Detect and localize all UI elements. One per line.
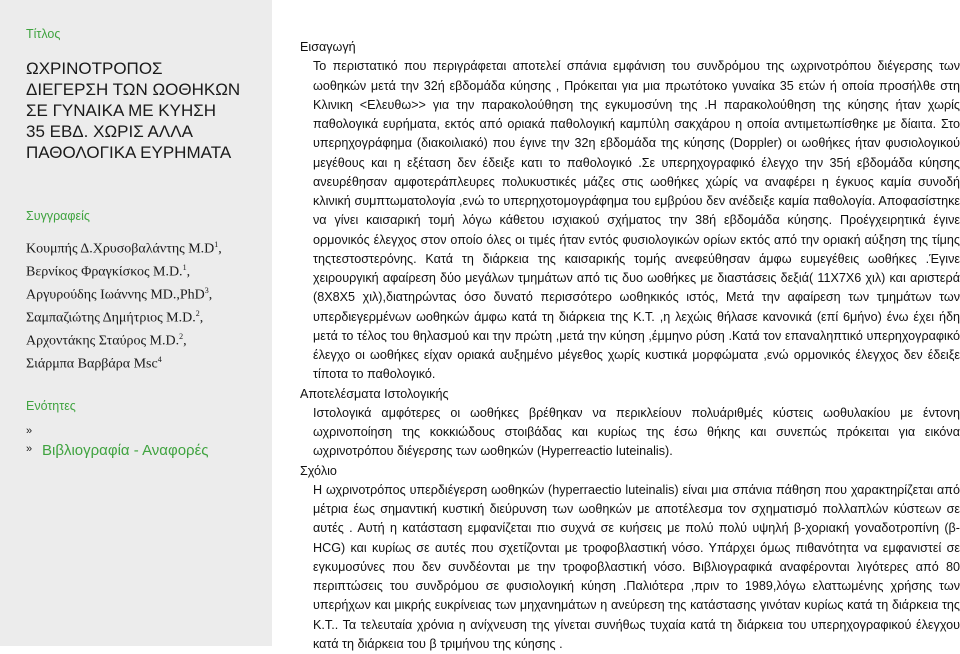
section-heading-comment: Σχόλιο — [300, 463, 337, 478]
paragraph: Η ωχρινοτρόπος υπερδιέγερση ωοθηκών (hyperraectio luteinalis) είναι μια σπάνια πάθηση που χαρακτηρίζεται από μέτρια έως σημαντική κυστική διεύρυνση των ωοθηκών με αποτέλεσμα τον σχηματισμό πολλαπλών κύστεων σε αυτές . Αυτή η κατάσταση εμφανίζεται πιο συχνά σε κυήσεις με πολύ πολύ υψηλή β-χοριακή γοναδοτροπίνη (β-HCG) και κυρίως σε αυτές που σχετίζονται με τροφοβλαστική νόσο. Υπάρχει όμως πιθανότητα να εμφανιστεί σε εγκυμοσύνες που δεν συνδέονται με την τροφοβλαστική νόσο. Βιβλιογραφικά αναφέρονται λιγότερες από 80 περιπτώσεις του συνδρόμου σε φυσιολογική κύηση .Παλιότερα ,πριν το 1989,λόγω ελαττωμένης χρήσης των υπερήχων και μικρής ευκρίνειας των μηχανημάτων η ανεύρεση της κατάστασης γινόταν κυρίως κατά τη διάρκεια της Κ.Τ.. Τα τελευταία χρόνια η ανίχνευση της γίνεται συνήθως τυχαία κατά τη διάρκεια του υπερηχογραφικού έλεγχου κατά τη διάρκεια του β τριμήνου της κύησης . — [313, 482, 960, 651]
title-section-heading: Τίτλος — [26, 27, 61, 41]
title-line: ΩΧΡΙΝΟΤΡΟΠΟΣ — [26, 59, 163, 78]
author-entry: Κουμπής Δ.Χρυσοβαλάντης $M.D^1$, — [26, 240, 222, 257]
section-heading-introduction: Εισαγωγή — [300, 40, 356, 54]
paragraph: Ιστολογικά αμφότερες οι ωοθήκες βρέθηκαν να περικλείουν πολυάριθμές κύστεις ωοθυλακίου με έντονη ωχρινοποίηση της κοκκιώδους στοιβάδας και κυρίως της έσω θήκης και συνεπώς πρόκειται για εικόνα ωχρινοτρόπου διέγερσης των ωοθηκών (Hyperreactio luteinalis). — [313, 405, 960, 459]
article-body — [300, 38, 960, 654]
author-entry: Σιάρμπα Βαρβάρα Msc$^4$ — [26, 355, 162, 372]
toc-item[interactable] — [26, 422, 258, 440]
author-entry: Αρχοντάκης Σταύρος M.D.$^2$, — [26, 332, 187, 349]
title-line: ΔΙΕΓΕΡΣΗ ΤΩΝ ΩΟΘΗΚΩΝ — [26, 80, 241, 99]
sections-heading: Ενότητες — [26, 399, 76, 414]
toc — [26, 422, 258, 461]
toc-item[interactable] — [26, 440, 258, 461]
authors-list — [26, 236, 258, 374]
author-entry: Αργυρούδης Ιωάννης MD.,PhD$^3$, — [26, 286, 213, 303]
section-heading-histology: Αποτελέσματα Ιστολογικής — [300, 386, 449, 401]
toc-bullet: » — [26, 425, 33, 438]
paragraph: Το περιστατικό που περιγράφεται αποτελεί σπάνια εμφάνιση του συνδρόμου της ωχρινοτρόπου διέγερσης των ωοθηκών μετά την 32ή εβδομάδα κύησης , Πρόκειται για μια πρωτότοκο γυναίκα 35 ετών ή οποία προσήλθε στη Κλινικη <Ελευθω>> για την παρακολούθηση της εγκυμοσύνη της .Η παρακολούθηση της κύησης ήταν χωρίς παθολογικά ευρήματα, εκτός από οριακά παθολογική καμπύλη σακχάρου η οποία αντιμετωπίσθηκε με δίαιτα. Στο υπερηχογράφημα (διακοιλιακό) που έγινε την 32η εβδομάδα της κύησης (Doppler) οι ωοθήκες ήταν φυσιολογικού μεγέθους και η εξέταση δεν έδειξε κατι το παθολογικό .Σε υπερηχογραφικό έλεγχο την 35ή εβδομάδα κύησης ανευρέθησαν αμφοτεράπλευρες πολυκυστικές μάζες στις ωοθήκες χώρίς να αναφέρει η έγκυος καμία συνοδή κλινική συμπτωματολογία ,ενώ το υπερηχοτομογράφημα του εμβρύου δεν ανέδειξε καμία παθολογία. Αποφασίστηκε να γίνει καισαρική τομή λόγω κάθετου ισχιακού σχήματος την 38ή εβδομάδα κύησης. Προέγχειρητικά έγινε ορμονικός έλεγχος στον οποίο όλες οι τιμές ήταν εντός φυσιολογικών ορίων εκτός από την οριακή αύξηση της τίμης τηςτεστοστερόνης. Κατά τη διάρκεια της καισαρικής τομής ανεφεύθησαν άμφω ευμεγέθεις ωοθήκες .Έγινε χειρουργική αφαίρεση δύο μεγάλων τμημάτων από τις δυο ωοθήκες με διαστάσεις δεξιά( 11Χ7Χ6 χιλ) και αριστερά (8Χ8Χ5 χιλ),διατηρώντας όσο δυνατό περισσότερο ωοθηκικός ιστός, Μετά την αφαίρεση των τμημάτων των υπερδιεγερμένων ωοθηκών άμφω κατά τη διάρκεια της Κ.Τ. ,η λεχώις θήλασε κανονικά (επί 6μήνο) ένω έχει ήδη μετά το τέλος του θηλασμού και την πρώτη ,μετά την κύηση ,έμμηνο ρύση .Κατά τον επαναληπτικό υπερηχογραφικό έλεγχο οι ωοθήκες είχαν οριακά αυξημένο μέγεθος χωρίς κυστικά μορφώματα ,ενώ ορμονικός έλεγχος δεν έδειξε τίποτα το παθολογικό. — [313, 59, 960, 382]
author-entry: Βερνίκος Φραγκίσκος M.D.$^1$, — [26, 263, 191, 280]
paper-title — [26, 58, 258, 163]
toc-bullet: » — [26, 443, 33, 456]
title-line: 35 ΕΒΔ. ΧΩΡΙΣ ΑΛΛΑ — [26, 122, 193, 141]
sidebar — [0, 0, 272, 646]
author-entry: Σαμπαζιώτης Δημήτριος M.D.$^2$, — [26, 309, 204, 326]
title-line: ΣΕ ΓΥΝΑΙΚΑ ΜΕ ΚΥΗΣΗ — [26, 101, 217, 120]
authors-section-heading: Συγγραφείς — [26, 209, 90, 223]
title-line: ΠΑΘΟΛΟΓΙΚΑ ΕΥΡΗΜΑΤΑ — [26, 143, 232, 162]
toc-link-references[interactable]: Βιβλιογραφία - Αναφορές — [42, 442, 209, 460]
